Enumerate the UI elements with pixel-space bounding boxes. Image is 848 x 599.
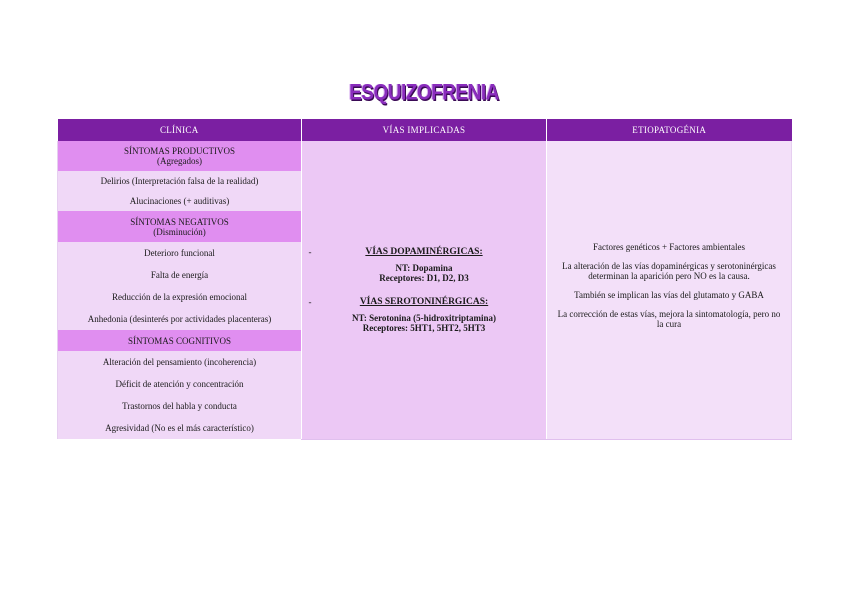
section-productivos-title: SÍNTOMAS PRODUCTIVOS [123, 146, 236, 156]
list-item: Alteración del pensamiento (incoherencia) [58, 351, 301, 373]
list-item: Alucinaciones (+ auditivas) [58, 191, 301, 211]
list-item: Agresividad (No es el más característico) [58, 417, 301, 439]
table-header-row [58, 119, 792, 141]
vias-column [302, 141, 547, 439]
etio-paragraph-2: La alteración de las vías dopaminérgicas y serotoninérgicas determinan la aparición pero NO es la causa. [562, 260, 776, 281]
section-cognitivos [58, 330, 301, 351]
etio-paragraph-3: También se implican las vías del glutamato y GABA [574, 289, 764, 300]
section-cognitivos-title: SÍNTOMAS COGNITIVOS [127, 335, 232, 346]
header-etio: ETIOPATOGÉNIA [547, 119, 792, 141]
document-title: ESQUIZOFRENIA [349, 81, 499, 106]
section-negativos [58, 211, 301, 242]
list-item: Falta de energía [58, 264, 301, 286]
etio-paragraph-4: La corrección de estas vías, mejora la sintomatología, pero no la cura [557, 308, 781, 329]
vias-serotoninergicas [307, 297, 542, 333]
list-item: Reducción de la expresión emocional [58, 286, 301, 308]
list-item: Trastornos del habla y conducta [58, 395, 301, 417]
vias-sero-title: VÍAS SEROTONINÉRGICAS: [359, 296, 489, 307]
vias-dopaminergicas [307, 247, 542, 283]
vias-dopa-receptores: Receptores: D1, D2, D3 [379, 272, 469, 283]
header-vias: VÍAS IMPLICADAS [302, 119, 547, 141]
list-item: Delirios (Interpretación falsa de la realidad) [58, 171, 301, 191]
list-item: Deterioro funcional [58, 242, 301, 264]
table-body-row [58, 141, 792, 439]
list-item: Déficit de atención y concentración [58, 373, 301, 395]
bullet-dash: - [308, 296, 312, 307]
bullet-dash: - [308, 246, 312, 257]
etio-paragraph-1: Factores genéticos + Factores ambientales [592, 241, 746, 252]
section-productivos-subtitle: (Agregados) [157, 156, 202, 166]
list-item: Anhedonia (desinterés por actividades placenteras) [58, 308, 301, 330]
clinica-column [58, 141, 302, 439]
vias-sero-nt: NT: Serotonina (5-hidroxitriptamina) [351, 312, 496, 323]
section-negativos-subtitle: (Disminución) [153, 226, 206, 237]
vias-dopa-title: VÍAS DOPAMINÉRGICAS: [365, 246, 483, 257]
section-negativos-title: SÍNTOMAS NEGATIVOS [130, 216, 229, 227]
vias-sero-receptores: Receptores: 5HT1, 5HT2, 5HT3 [362, 322, 486, 333]
section-productivos [58, 141, 301, 171]
summary-table [57, 119, 792, 440]
header-clinica: CLÍNICA [58, 119, 302, 141]
vias-dopa-nt: NT: Dopamina [395, 262, 453, 273]
etio-column [547, 141, 792, 439]
